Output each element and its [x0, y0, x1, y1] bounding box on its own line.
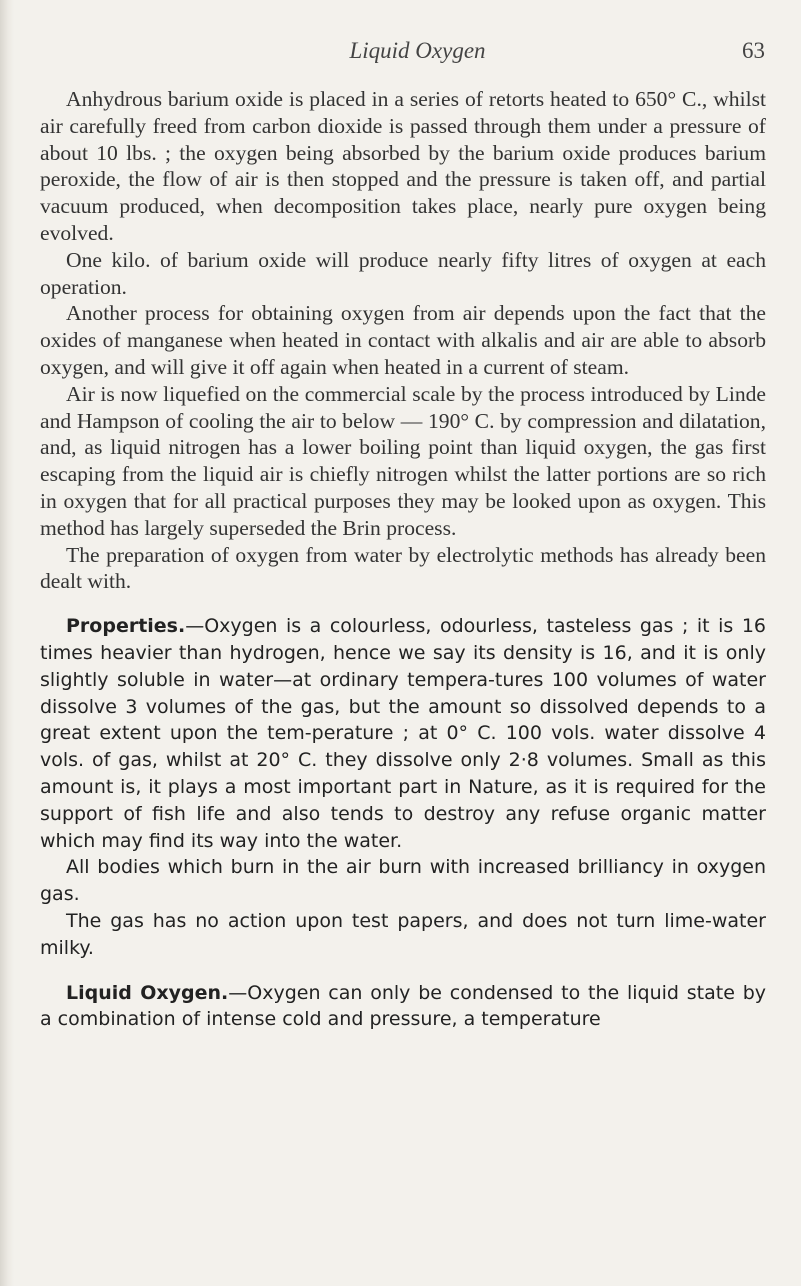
paragraph-text: One kilo. of barium oxide will produce nearly fifty litres of oxygen at each operation.	[40, 247, 766, 299]
paragraph-manganese-process	[40, 300, 766, 380]
section-heading-liquid-oxygen: Liquid Oxygen.	[66, 981, 229, 1004]
paragraph-text: —Oxygen can only be condensed to the liquid state by a combination of intense cold and pressure, a temperature	[40, 981, 767, 1031]
paragraph-text: The preparation of oxygen from water by electrolytic methods has already been dealt with.	[40, 542, 766, 594]
page-edge	[0, 0, 14, 1286]
body-text	[40, 86, 766, 1033]
paragraph-properties	[40, 613, 766, 854]
section-heading-properties: Properties.	[66, 615, 186, 638]
paragraph-text: All bodies which burn in the air burn with increased brilliancy in oxygen gas.	[40, 856, 766, 906]
running-title: Liquid Oxygen	[349, 38, 486, 63]
paragraph-text: Anhydrous barium oxide is placed in a series of retorts heated to 650° C., whilst air carefully freed from carbon dioxide is passed through them under a pressure of about 10 lbs. ; the oxygen being absorbed by the barium oxide produces barium peroxide, the flow of air is then stopped and the pressure is taken off, and partial vacuum produced, when decomposition takes place, nearly pure oxygen being evolved.	[40, 87, 766, 245]
paragraph-kilo-yield	[40, 247, 766, 301]
page-number: 63	[742, 38, 765, 63]
paragraph-brilliancy	[40, 854, 766, 908]
paragraph-electrolytic	[40, 542, 766, 596]
paragraph-text: The gas has no action upon test papers, and does not turn lime-water milky.	[40, 909, 766, 959]
paragraph-liquefied-air	[40, 381, 766, 542]
paragraph-text: —Oxygen is a colourless, odourless, tasteless gas ; it is 16 times heavier than hydrogen, hence we say its density is 16, and it is only slightly soluble in water—at ordinary tempera-tures 100 volumes of water dissolve 3 volumes of the gas, but the amount so dissolved depends to a great extent upon the tem-perature ; at 0° C. 100 vols. water dissolve 4 vols. of gas, whilst at 20° C. they dissolve only 2·8 volumes. Small as this amount is, it plays a most important part in Nature, as it is required for the support of fish life and also tends to destroy any refuse organic matter which may find its way into the water.	[40, 615, 766, 852]
paragraph-text: Air is now liquefied on the commercial scale by the process introduced by Linde and Hampson of cooling the air to below — 190° C. by compression and dilatation, and, as liquid nitrogen has a lower boiling point than liquid oxygen, the gas first escaping from the liquid air is chiefly nitrogen whilst the latter portions are so rich in oxygen that for all practical purposes they may be looked upon as oxygen. This method has largely superseded the Brin process.	[40, 381, 766, 540]
paragraph-test-papers	[40, 908, 766, 962]
page-header	[40, 38, 795, 68]
paragraph-liquid-oxygen	[40, 980, 766, 1034]
paragraph-text: Another process for obtaining oxygen from air depends upon the fact that the oxides of manganese when heated in contact with alkalis and air are able to absorb oxygen, and will give it off again when heated in a current of steam.	[40, 301, 766, 379]
paragraph-barium-process	[40, 86, 766, 247]
